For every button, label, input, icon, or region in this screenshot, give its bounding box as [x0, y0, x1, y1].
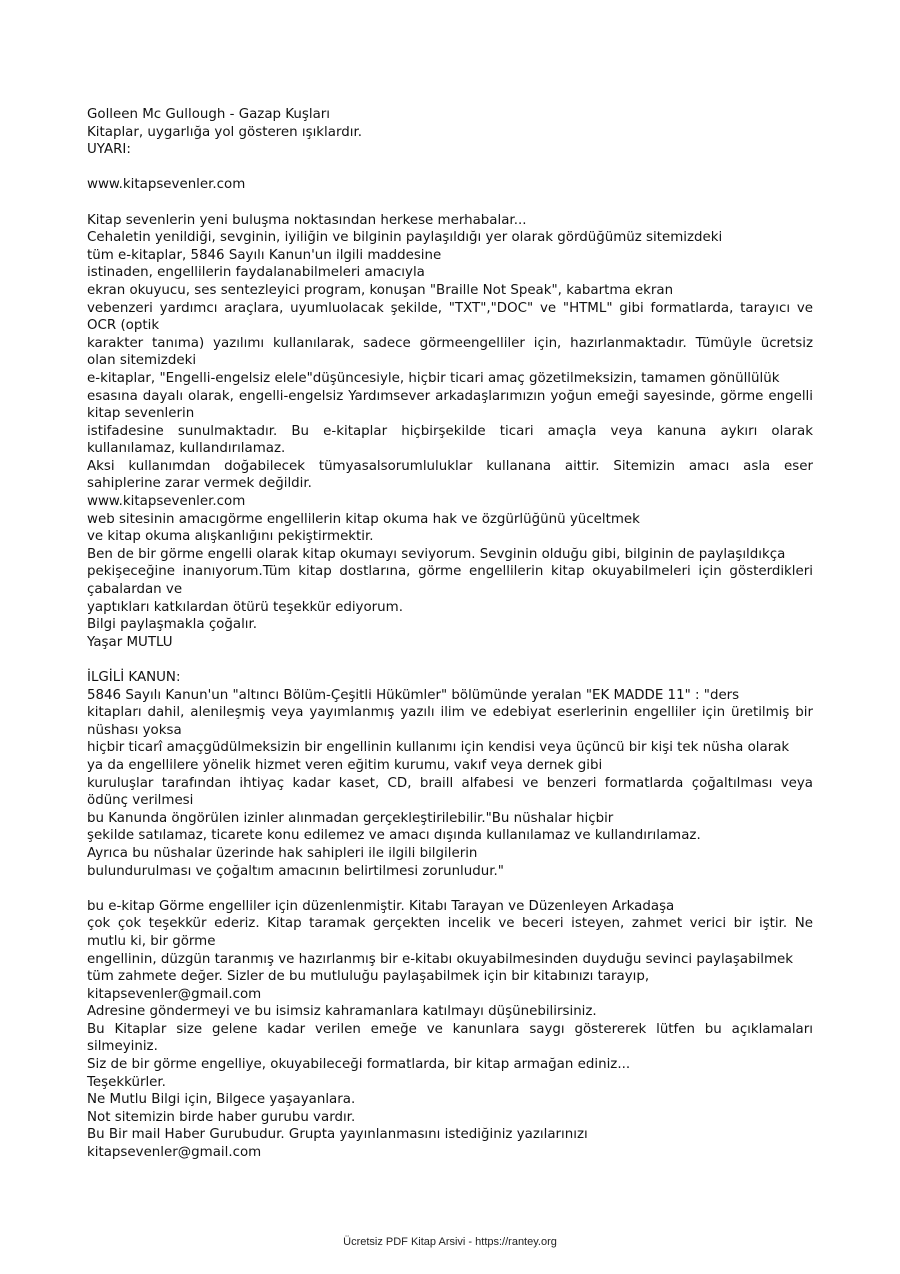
intro-line: kullanılamaz, kullandırılamaz. [87, 441, 286, 457]
spacer [87, 880, 813, 898]
intro-line: web sitesinin amacıgörme engellilerin kitap okuma hak ve özgürlüğünü yüceltmek [87, 511, 640, 527]
intro-line: pekişeceğine inanıyorum.Tüm kitap dostlarına, görme engellilerin kitap okuyabilmeleri için gösterdikleri [87, 564, 813, 580]
email-address: kitapsevenler@gmail.com [87, 986, 262, 1002]
closing-line: Bu Bir mail Haber Gurubudur. Grupta yayınlanmasını istediğiniz yazılarınızı [87, 1127, 588, 1143]
closing-line: tüm zahmete değer. Sizler de bu mutluluğu paylaşabilmek için bir kitabınızı tarayıp, [87, 969, 650, 985]
closing-line: Teşekkürler. [87, 1074, 166, 1090]
law-line: kitapları dahil, alenileşmiş veya yayımlanmış yazılı ilim ve edebiyat eserlerinin engelliler için üretilmiş bir [87, 705, 813, 721]
closing-line: Adresine göndermeyi ve bu isimsiz kahramanlara katılmayı düşünebilirsiniz. [87, 1004, 597, 1020]
intro-line: OCR (optik [87, 318, 160, 334]
closing-line: engellinin, düzgün taranmış ve hazırlanmış bir e-kitabı okuyabilmesinden duyduğu sevinci paylaşabilmek [87, 951, 794, 967]
email-address: kitapsevenler@gmail.com [87, 1145, 262, 1161]
intro-line: e-kitaplar, "Engelli-engelsiz elele"düşüncesiyle, hiçbir ticari amaç gözetilmeksizin, tamamen gönüllülük [87, 370, 780, 386]
law-line: kuruluşlar tarafından ihtiyaç kadar kaset, CD, braill alfabesi ve benzeri formatlarda çoğaltılması veya [87, 775, 813, 791]
law-line: ya da engellilere yönelik hizmet veren eğitim kurumu, vakıf veya dernek gibi [87, 757, 603, 773]
tagline: Kitaplar, uygarlığa yol gösteren ışıklardır. [87, 124, 362, 140]
closing-line: Siz de bir görme engelliye, okuyabileceği formatlarda, bir kitap armağan ediniz... [87, 1057, 631, 1073]
spacer [87, 159, 813, 177]
page-footer: Ücretsiz PDF Kitap Arsivi - https://rantey.org [343, 1236, 557, 1248]
closing-line: mutlu ki, bir görme [87, 933, 216, 949]
law-line: 5846 Sayılı Kanun'un "altıncı Bölüm-Çeşitli Hükümler" bölümünde yeralan "EK MADDE 11" : "ders [87, 687, 740, 703]
intro-line: istifadesine sunulmaktadır. Bu e-kitaplar hiçbirşekilde ticari amaçla veya kanuna aykırı olarak [87, 423, 813, 439]
intro-line: ve kitap okuma alışkanlığını pekiştirmektir. [87, 529, 374, 545]
book-title: Golleen Mc Gullough - Gazap Kuşları [87, 107, 331, 122]
closing-line: Ne Mutlu Bilgi için, Bilgece yaşayanlara. [87, 1092, 356, 1108]
closing-line: çok çok teşekkür ederiz. Kitap taramak gerçekten incelik ve beceri isteyen, zahmet verici bir iştir. Ne [87, 916, 813, 932]
law-line: nüshası yoksa [87, 722, 182, 738]
law-line: bulundurulması ve çoğaltım amacının belirtilmesi zorunludur." [87, 863, 504, 879]
closing-line: silmeyiniz. [87, 1039, 158, 1055]
warning-heading: UYARI: [87, 142, 131, 158]
closing-line: Not sitemizin birde haber gurubu vardır. [87, 1109, 356, 1125]
intro-line: istinaden, engellilerin faydalanabilmeleri amacıyla [87, 265, 425, 281]
spacer [87, 194, 813, 212]
intro-line: Aksi kullanımdan doğabilecek tümyasalsorumluluklar kullanana aittir. Sitemizin amacı asla eser [87, 458, 813, 474]
closing-line: Bu Kitaplar size gelene kadar verilen emeğe ve kanunlara saygı göstererek lütfen bu açıklamaları [87, 1021, 813, 1037]
spacer [87, 651, 813, 669]
law-line: ödünç verilmesi [87, 793, 194, 809]
law-line: Ayrıca bu nüshalar üzerinde hak sahipleri ile ilgili bilgilerin [87, 845, 478, 861]
law-line: şekilde satılamaz, ticarete konu edilemez ve amacı dışında kullanılamaz ve kullandırılamaz. [87, 828, 701, 844]
intro-line: kitap sevenlerin [87, 406, 195, 422]
site-url: www.kitapsevenler.com [87, 177, 246, 193]
intro-line: esasına dayalı olarak, engelli-engelsiz Yardımsever arkadaşlarımızın yoğun emeği sayesinde, görme engelli [87, 388, 813, 404]
intro-line: Cehaletin yenildiği, sevginin, iyiliğin ve bilginin paylaşıldığı yer olarak gördüğümüz sitemizdeki [87, 230, 723, 246]
intro-line: Bilgi paylaşmakla çoğalır. [87, 617, 258, 633]
intro-line: Ben de bir görme engelli olarak kitap okumayı seviyorum. Sevginin olduğu gibi, bilginin de paylaşıldıkça [87, 546, 786, 562]
law-line: hiçbir ticarî amaçgüdülmeksizin bir engellinin kullanımı için kendisi veya üçüncü bir kişi tek nüsha olarak [87, 740, 790, 756]
intro-line: yaptıkları katkılardan ötürü teşekkür ediyorum. [87, 599, 403, 615]
intro-line: www.kitapsevenler.com [87, 494, 246, 510]
intro-line: Kitap sevenlerin yeni buluşma noktasından herkese merhabalar... [87, 212, 527, 228]
law-line: bu Kanunda öngörülen izinler alınmadan gerçekleştirilebilir."Bu nüshalar hiçbir [87, 810, 614, 826]
signature-name: Yaşar MUTLU [87, 634, 173, 650]
closing-line: bu e-kitap Görme engelliler için düzenlenmiştir. Kitabı Tarayan ve Düzenleyen Arkadaşa [87, 898, 675, 914]
intro-line: tüm e-kitaplar, 5846 Sayılı Kanun'un ilgili maddesine [87, 247, 442, 263]
law-heading: İLGİLİ KANUN: [87, 670, 181, 685]
intro-line: ekran okuyucu, ses sentezleyici program, konuşan "Braille Not Speak", kabartma ekran [87, 282, 674, 298]
document-body [87, 106, 813, 1162]
intro-line: sahiplerine zarar vermek değildir. [87, 476, 312, 492]
intro-line: karakter tanıma) yazılımı kullanılarak, sadece görmeengelliler için, hazırlanmaktadır. Tümüyle ücretsiz [87, 335, 813, 351]
intro-line: olan sitemizdeki [87, 353, 197, 369]
intro-line: çabalardan ve [87, 582, 183, 598]
intro-line: vebenzeri yardımcı araçlara, uyumluolacak şekilde, "TXT","DOC" ve "HTML" gibi formatlarda, tarayıcı ve [87, 300, 813, 316]
